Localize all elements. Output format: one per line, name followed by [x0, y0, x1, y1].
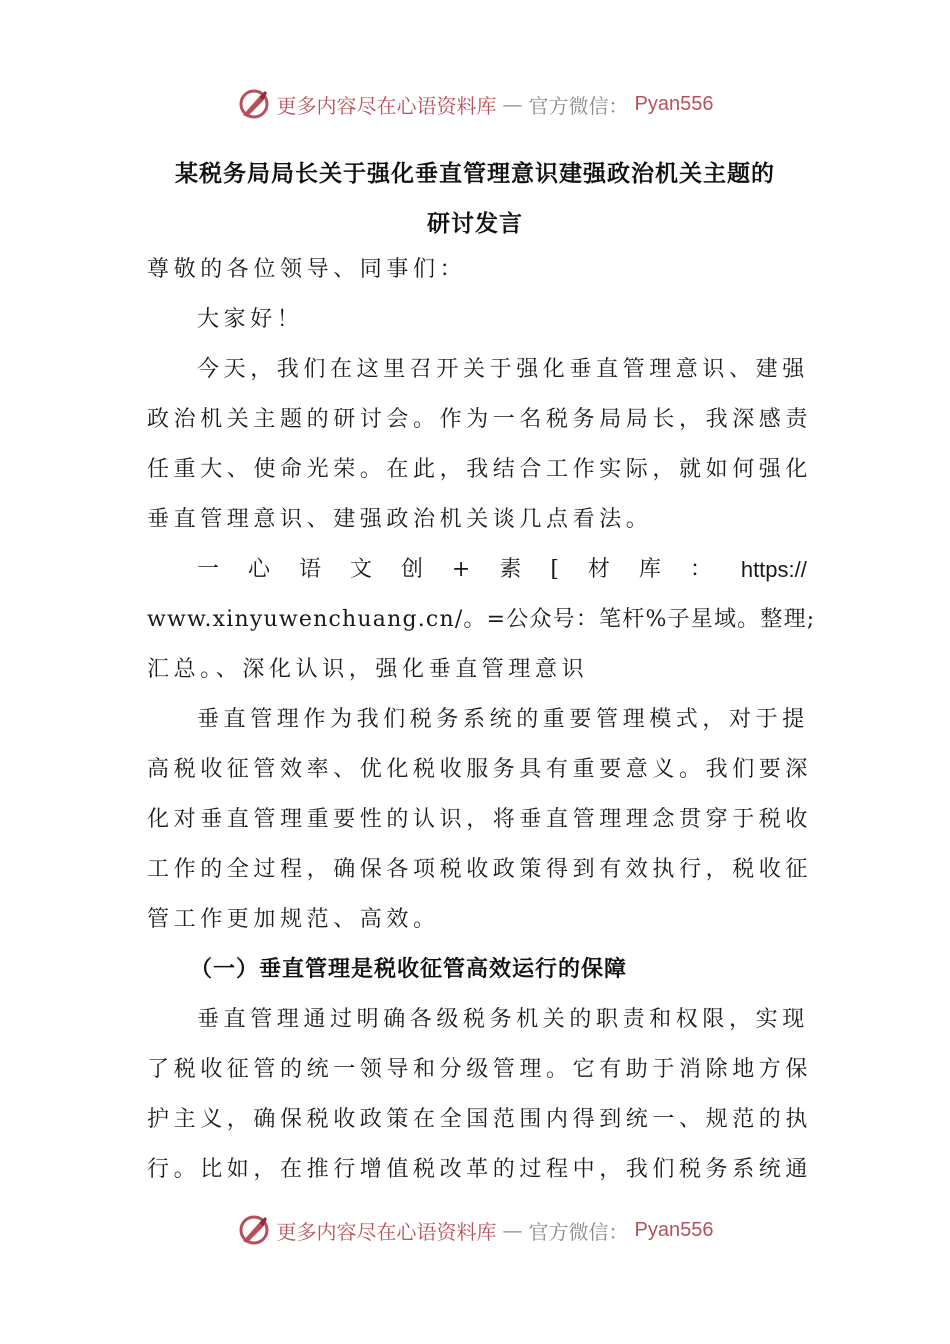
source-line-1 — [197, 555, 807, 585]
watermark-wechat-id: Pyan556 — [634, 92, 714, 115]
source-char: 心 — [247, 557, 270, 582]
watermark-site-text: 更多内容尽在心语资料库 — [276, 93, 497, 118]
source-url-prefix: https:// — [740, 557, 807, 582]
para1-line-1: 垂直管理作为我们税务系统的重要管理模式，对于提 — [197, 707, 809, 732]
section-heading-line: 汇总。、深化认识，强化垂直管理意识 — [147, 657, 589, 682]
salutation: 尊敬的各位领导、同事们： — [147, 257, 467, 282]
source-char: 创 — [400, 557, 423, 582]
watermark-official-text: 官方微信： — [528, 93, 629, 118]
source-char: 文 — [349, 557, 372, 582]
intro-line-3: 任重大、使命光荣。在此，我结合工作实际，就如何强化 — [147, 457, 813, 482]
watermark-wechat-id: Pyan556 — [634, 1218, 714, 1241]
intro-line-4: 垂直管理意识、建强政治机关谈几点看法。 — [147, 507, 653, 532]
footer-watermark — [0, 1210, 950, 1250]
para2-line-2: 了税收征管的统一领导和分级管理。它有助于消除地方保 — [147, 1057, 813, 1082]
pen-logo-icon — [237, 1213, 271, 1247]
source-char: + — [451, 557, 471, 582]
document-title-line-2: 研讨发言 — [427, 211, 523, 237]
source-line-2: www.xinyuwenchuang.cn/。=公众号：笔杆%子星域。整理; — [147, 607, 816, 632]
para1-line-5: 管工作更加规范、高效。 — [147, 907, 440, 932]
para1-line-3: 化对垂直管理重要性的认识，将垂直管理理念贯穿于税收 — [147, 807, 813, 832]
source-char: 素 — [499, 557, 522, 582]
document-title-line-1: 某税务局局长关于强化垂直管理意识建强政治机关主题的 — [175, 161, 775, 187]
para2-line-1: 垂直管理通过明确各级税务机关的职责和权限，实现 — [197, 1007, 809, 1032]
intro-line-2: 政治机关主题的研讨会。作为一名税务局局长，我深感责 — [147, 407, 813, 432]
source-char: 语 — [298, 557, 321, 582]
header-watermark — [0, 84, 950, 124]
watermark-site-text: 更多内容尽在心语资料库 — [276, 1219, 497, 1244]
source-char: ： — [689, 557, 712, 582]
greeting: 大家好！ — [197, 307, 304, 332]
para2-line-3: 护主义，确保税收政策在全国范围内得到统一、规范的执 — [147, 1107, 813, 1132]
watermark-dash: — — [502, 92, 523, 116]
subheading-1: （一）垂直管理是税收征管高效运行的保障 — [190, 957, 628, 982]
source-char: [ — [550, 557, 559, 582]
source-char: 材 — [587, 557, 610, 582]
para1-line-2: 高税收征管效率、优化税收服务具有重要意义。我们要深 — [147, 757, 813, 782]
watermark-dash: — — [502, 1218, 523, 1242]
watermark-official-text: 官方微信： — [528, 1219, 629, 1244]
para1-line-4: 工作的全过程，确保各项税收政策得到有效执行，税收征 — [147, 857, 813, 882]
pen-logo-icon — [237, 87, 271, 121]
intro-line-1: 今天，我们在这里召开关于强化垂直管理意识、建强 — [197, 357, 809, 382]
source-char: 库 — [638, 557, 661, 582]
para2-line-4: 行。比如，在推行增值税改革的过程中，我们税务系统通 — [147, 1157, 813, 1182]
source-char: 一 — [197, 557, 220, 582]
